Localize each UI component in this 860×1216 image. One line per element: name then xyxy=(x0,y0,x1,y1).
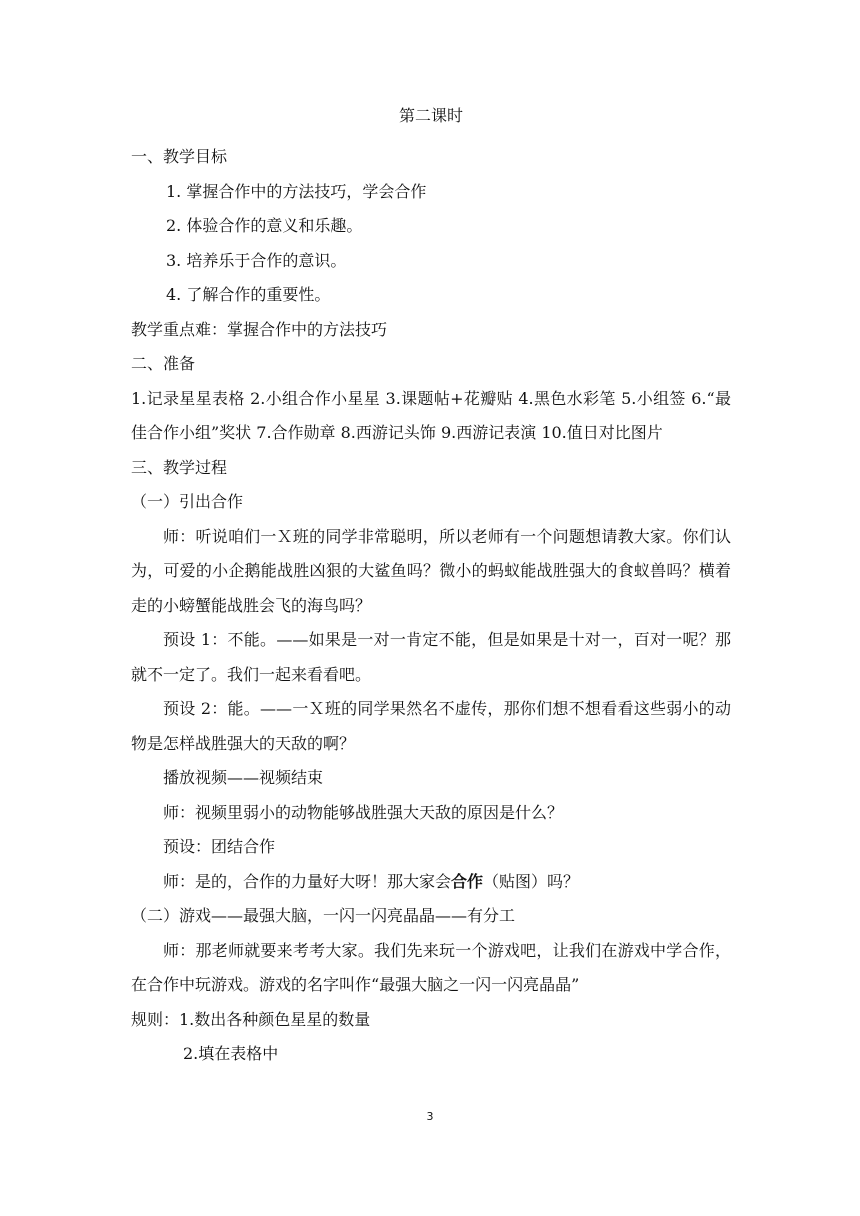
paragraph: 师：视频里弱小的动物能够战胜强大天敌的原因是什么？ xyxy=(163,802,564,822)
page-title: 第二课时 xyxy=(398,106,463,125)
objective-item: 3. 培养乐于合作的意识。 xyxy=(166,250,347,270)
page-number: 3 xyxy=(426,1110,434,1123)
section-heading-objectives: 一、教学目标 xyxy=(131,147,228,166)
section-heading-preparation: 二、准备 xyxy=(131,354,196,373)
subsection-heading-game: （二）游戏——最强大脑，一闪一闪亮晶晶——有分工 xyxy=(131,906,516,925)
objective-item: 2. 体验合作的意义和乐趣。 xyxy=(166,216,363,235)
paragraph: 预设 2：能。——一Ｘ班的同学果然名不虚传，那你们想不想看看这些弱小的动物是怎样战胜强大的天敌的啊？ xyxy=(131,699,731,753)
subsection-heading-intro: （一）引出合作 xyxy=(131,492,244,511)
text-run: （贴图）吗？ xyxy=(483,871,580,891)
objective-item: 4. 了解合作的重要性。 xyxy=(166,285,331,304)
page-content xyxy=(131,104,731,1072)
section-heading-process: 三、教学过程 xyxy=(131,457,228,477)
paragraph: 师：听说咱们一Ｘ班的同学非常聪明，所以老师有一个问题想请教大家。你们认为，可爱的小企鹅能战胜凶狠的大鲨鱼吗？微小的蚂蚁能战胜强大的食蚁兽吗？横着走的小螃蟹能战胜会飞的海鸟吗？ xyxy=(131,526,731,615)
rule-item: 规则：1.数出各种颜色星星的数量 xyxy=(131,1009,371,1029)
paragraph: 预设：团结合作 xyxy=(163,837,276,856)
paragraph xyxy=(131,865,731,900)
paragraph: 师：那老师就要来考考大家。我们先来玩一个游戏吧，让我们在游戏中学合作，在合作中玩游戏。游戏的名字叫作“最强大脑之一闪一闪亮晶晶” xyxy=(131,940,731,994)
paragraph: 预设 1：不能。——如果是一对一肯定不能，但是如果是十对一，百对一呢？那就不一定了。我们一起来看看吧。 xyxy=(131,630,731,684)
rule-item: 2.填在表格中 xyxy=(183,1044,279,1063)
text-run: 师：是的，合作的力量好大呀！那大家会 xyxy=(163,871,452,891)
paragraph: 播放视频——视频结束 xyxy=(163,768,324,787)
key-point: 教学重点难：掌握合作中的方法技巧 xyxy=(131,319,388,339)
objective-item: 1. 掌握合作中的方法技巧，学会合作 xyxy=(166,181,427,201)
bold-text-run: 合作 xyxy=(451,871,484,891)
preparation-list: 1.记录星星表格 2.小组合作小星星 3.课题帖+花瓣贴 4.黑色水彩笔 5.小组签 6.“最佳合作小组”奖状 7.合作勋章 8.西游记头饰 9.西游记表演 10.值日对比图片 xyxy=(131,388,731,442)
